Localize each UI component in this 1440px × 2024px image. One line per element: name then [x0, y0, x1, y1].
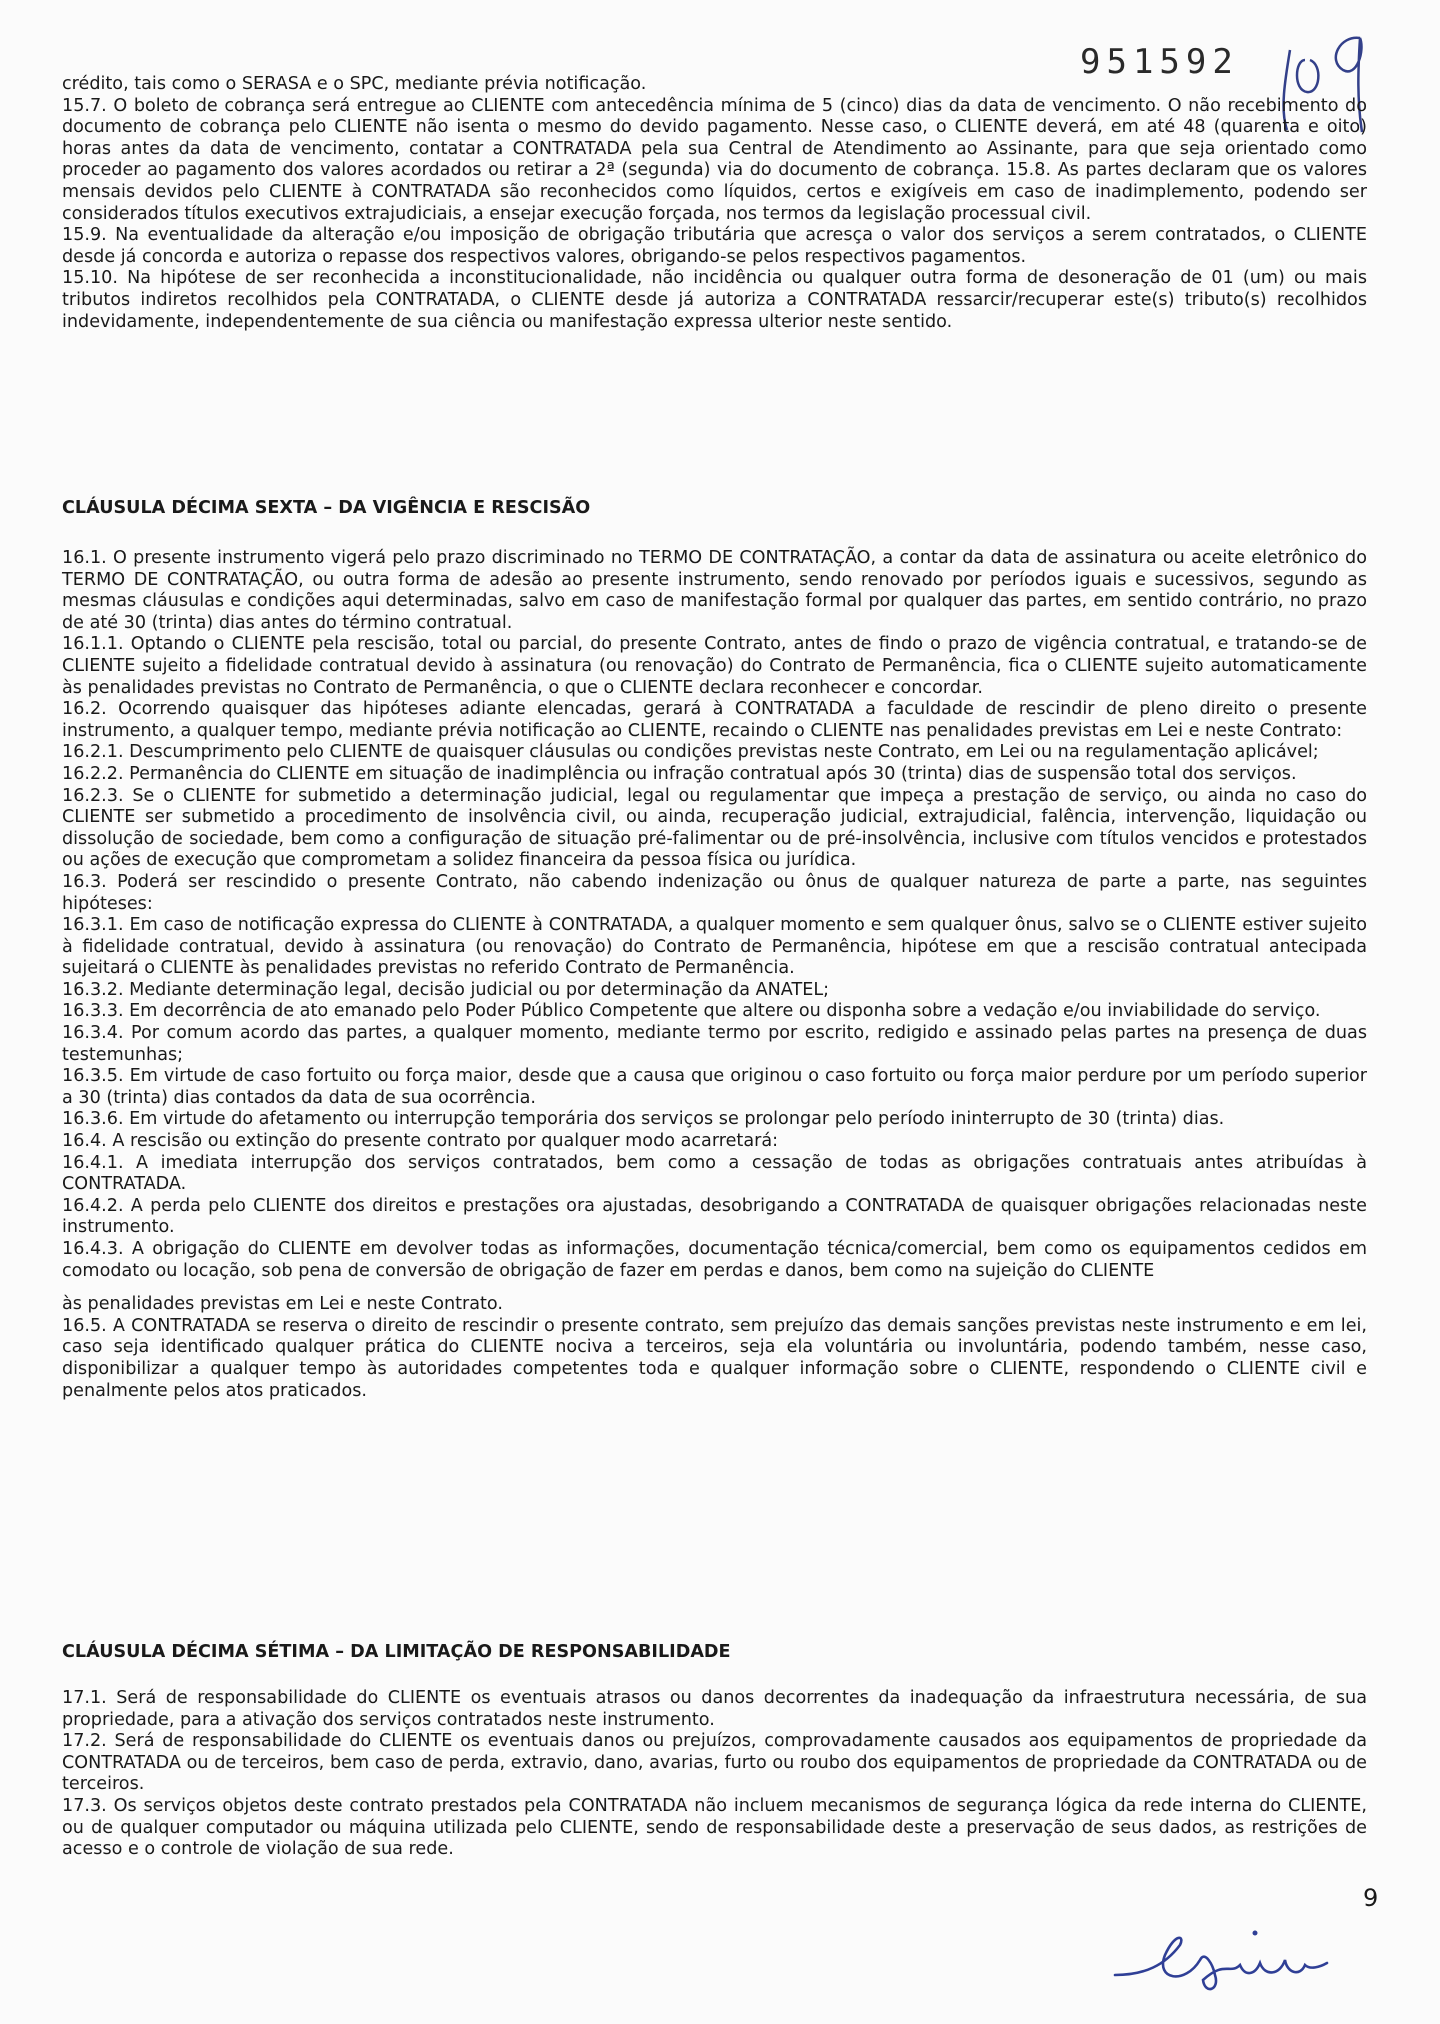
- paragraph: 16.3.1. Em caso de notificação expressa do CLIENTE à CONTRATADA, a qualquer momento e sem qualquer ônus, salvo se o CLIENTE estiver sujeito à fidelidade contratual, devido à assinatura (ou renovação) do Contrato de Permanência, hipótese em que a rescisão contratual antecipada sujeitará o CLIENTE às penalidades previstas no referido Contrato de Permanência.: [62, 915, 1367, 979]
- paragraph: 16.3.2. Mediante determinação legal, decisão judicial ou por determinação da ANATEL;: [62, 979, 830, 1000]
- paragraph: 16.2. Ocorrendo quaisquer das hipóteses adiante elencadas, gerará à CONTRATADA a faculdade de rescindir de pleno direito o presente instrumento, a qualquer tempo, mediante prévia notificação ao CLIENTE, recaindo o CLIENTE nas penalidades previstas em Lei e neste Contrato:: [62, 699, 1367, 741]
- clause16-title: CLÁUSULA DÉCIMA SEXTA – DA VIGÊNCIA E RESCISÃO: [62, 498, 591, 518]
- document-number: 951592: [1080, 42, 1239, 82]
- paragraph: 17.3. Os serviços objetos deste contrato prestados pela CONTRATADA não incluem mecanismos de segurança lógica da rede interna do CLIENTE, ou de qualquer computador ou máquina utilizada pelo CLIENTE, sendo de responsabilidade deste a preservação de seus dados, as restrições de acesso e o controle de violação de sua rede.: [62, 1795, 1367, 1860]
- paragraph: 16.2.1. Descumprimento pelo CLIENTE de quaisquer cláusulas ou condições previstas neste Contrato, em Lei ou na regulamentação aplicável;: [62, 742, 1319, 763]
- paragraph: 15.9. Na eventualidade da alteração e/ou imposição de obrigação tributária que acresça o valor dos serviços a serem contratados, o CLIENTE desde já concorda e autoriza o repasse dos respectivos valores, obrigando-se pelos respectivos pagamentos.: [62, 225, 1367, 267]
- paragraph: 16.4.2. A perda pelo CLIENTE dos direitos e prestações ora ajustadas, desobrigando a CONTRATADA de quaisquer obrigações relacionadas neste instrumento.: [62, 1195, 1367, 1238]
- paragraph: 15.7. O boleto de cobrança será entregue ao CLIENTE com antecedência mínima de 5 (cinco) dias da data de vencimento. O não recebimento do documento de cobrança pelo CLIENTE não isenta o mesmo do devido pagamento. Nesse caso, o CLIENTE deverá, em até 48 (quarenta e oito) horas antes da data de vencimento, contatar a CONTRATADA pela sua Central de Atendimento ao Assinante, para que seja orientado como proceder ao pagamento dos valores acordados ou retirar a 2ª (segunda) via do documento de cobrança. 15.8. As partes declaram que os valores mensais devidos pelo CLIENTE à CONTRATADA são reconhecidos como líquidos, certos e exigíveis em caso de inadimplemento, podendo ser considerados títulos executivos extrajudiciais, a ensejar execução forçada, nos termos da legislação processual civil.: [62, 95, 1367, 224]
- paragraph: 16.3.4. Por comum acordo das partes, a qualquer momento, mediante termo por escrito, redigido e assinado pelas partes na presença de duas testemunhas;: [62, 1023, 1367, 1065]
- paragraph: 16.4.3. A obrigação do CLIENTE em devolver todas as informações, documentação técnica/comercial, bem como os equipamentos cedidos em comodato ou locação, sob pena de conversão de obrigação de fazer em perdas e danos, bem como na sujeição do CLIENTE: [62, 1239, 1367, 1281]
- paragraph: 15.10. Na hipótese de ser reconhecida a inconstitucionalidade, não incidência ou qualquer outra forma de desoneração de 01 (um) ou mais tributos indiretos recolhidos pela CONTRATADA, o CLIENTE desde já autoriza a CONTRATADA ressarcir/recuperar este(s) tributo(s) recolhidos indevidamente, independentemente de sua ciência ou manifestação expressa ulterior neste sentido.: [62, 268, 1367, 332]
- paragraph: 16.4.1. A imediata interrupção dos serviços contratados, bem como a cessação de todas as obrigações contratuais antes atribuídas à CONTRATADA.: [62, 1152, 1367, 1195]
- paragraph: 16.3. Poderá ser rescindido o presente Contrato, não cabendo indenização ou ônus de qualquer natureza de parte a parte, nas seguintes hipóteses:: [62, 871, 1367, 914]
- paragraph: 16.5. A CONTRATADA se reserva o direito de rescindir o presente contrato, sem prejuízo das demais sanções previstas neste instrumento e em lei, caso seja identificado qualquer prática do CLIENTE nociva a terceiros, seja ela voluntária ou involuntária, podendo também, nesse caso, disponibilizar a qualquer tempo às autoridades competentes toda e qualquer informação sobre o CLIENTE, respondendo o CLIENTE civil e penalmente pelos atos praticados.: [62, 1315, 1367, 1401]
- paragraph: 16.3.5. Em virtude de caso fortuito ou força maior, desde que a causa que originou o caso fortuito ou força maior perdure por um período superior a 30 (trinta) dias contados da data de sua ocorrência.: [62, 1066, 1367, 1108]
- paragraph: 17.2. Será de responsabilidade do CLIENTE os eventuais danos ou prejuízos, comprovadamente causados aos equipamentos de propriedade da CONTRATADA ou de terceiros, bem caso de perda, extravio, dano, avarias, furto ou roubo dos equipamentos de propriedade da CONTRATADA ou de terceiros.: [62, 1731, 1367, 1795]
- paragraph: 16.3.6. Em virtude do afetamento ou interrupção temporária dos serviços se prolongar pelo período ininterrupto de 30 (trinta) dias.: [62, 1109, 1225, 1130]
- page-number: 9: [1363, 1884, 1379, 1912]
- paragraph: crédito, tais como o SERASA e o SPC, mediante prévia notificação.: [62, 74, 647, 94]
- paragraph: 16.1. O presente instrumento vigerá pelo prazo discriminado no TERMO DE CONTRATAÇÃO, a contar da data de assinatura ou aceite eletrônico do TERMO DE CONTRATAÇÃO, ou outra forma de adesão ao presente instrumento, sendo renovado por períodos iguais e sucessivos, segundo as mesmas cláusulas e condições aqui determinadas, salvo em caso de manifestação formal por qualquer das partes, em sentido contrário, no prazo de até 30 (trinta) dias antes do término contratual.: [62, 548, 1367, 633]
- clause17-body: [62, 1688, 1367, 1861]
- paragraph: 16.2.2. Permanência do CLIENTE em situação de inadimplência ou infração contratual após 30 (trinta) dias de suspensão total dos serviços.: [62, 763, 1297, 784]
- clause16-body: [62, 548, 1367, 1402]
- paragraph: 17.1. Será de responsabilidade do CLIENTE os eventuais atrasos ou danos decorrentes da inadequação da infraestrutura necessária, de sua propriedade, para a ativação dos serviços contratados neste instrumento.: [62, 1688, 1367, 1730]
- signature: [1105, 1905, 1335, 2000]
- clause17-title: CLÁUSULA DÉCIMA SÉTIMA – DA LIMITAÇÃO DE RESPONSABILIDADE: [62, 1642, 731, 1662]
- paragraph: às penalidades previstas em Lei e neste Contrato.: [62, 1294, 503, 1315]
- paragraph: 16.2.3. Se o CLIENTE for submetido a determinação judicial, legal ou regulamentar que impeça a prestação de serviço, ou ainda no caso do CLIENTE ser submetido a procedimento de insolvência civil, ou ainda, recuperação judicial, extrajudicial, falência, intervenção, liquidação ou dissolução de sociedade, bem como a configuração de situação pré-falimentar ou de pré-insolvência, inclusive com títulos vencidos e protestados ou ações de execução que comprometam a solidez financeira da pessoa física ou jurídica.: [62, 785, 1367, 871]
- paragraph: 16.1.1. Optando o CLIENTE pela rescisão, total ou parcial, do presente Contrato, antes de findo o prazo de vigência contratual, e tratando-se de CLIENTE sujeito a fidelidade contratual devido à assinatura (ou renovação) do Contrato de Permanência, fica o CLIENTE sujeito automaticamente às penalidades previstas no Contrato de Permanência, o que o CLIENTE declara reconhecer e concordar.: [62, 634, 1367, 698]
- paragraph: 16.4. A rescisão ou extinção do presente contrato por qualquer modo acarretará:: [62, 1131, 779, 1152]
- paragraph: 16.3.3. Em decorrência de ato emanado pelo Poder Público Competente que altere ou disponha sobre a vedação e/ou inviabilidade do serviço.: [62, 1001, 1321, 1022]
- top-section: [62, 74, 1367, 333]
